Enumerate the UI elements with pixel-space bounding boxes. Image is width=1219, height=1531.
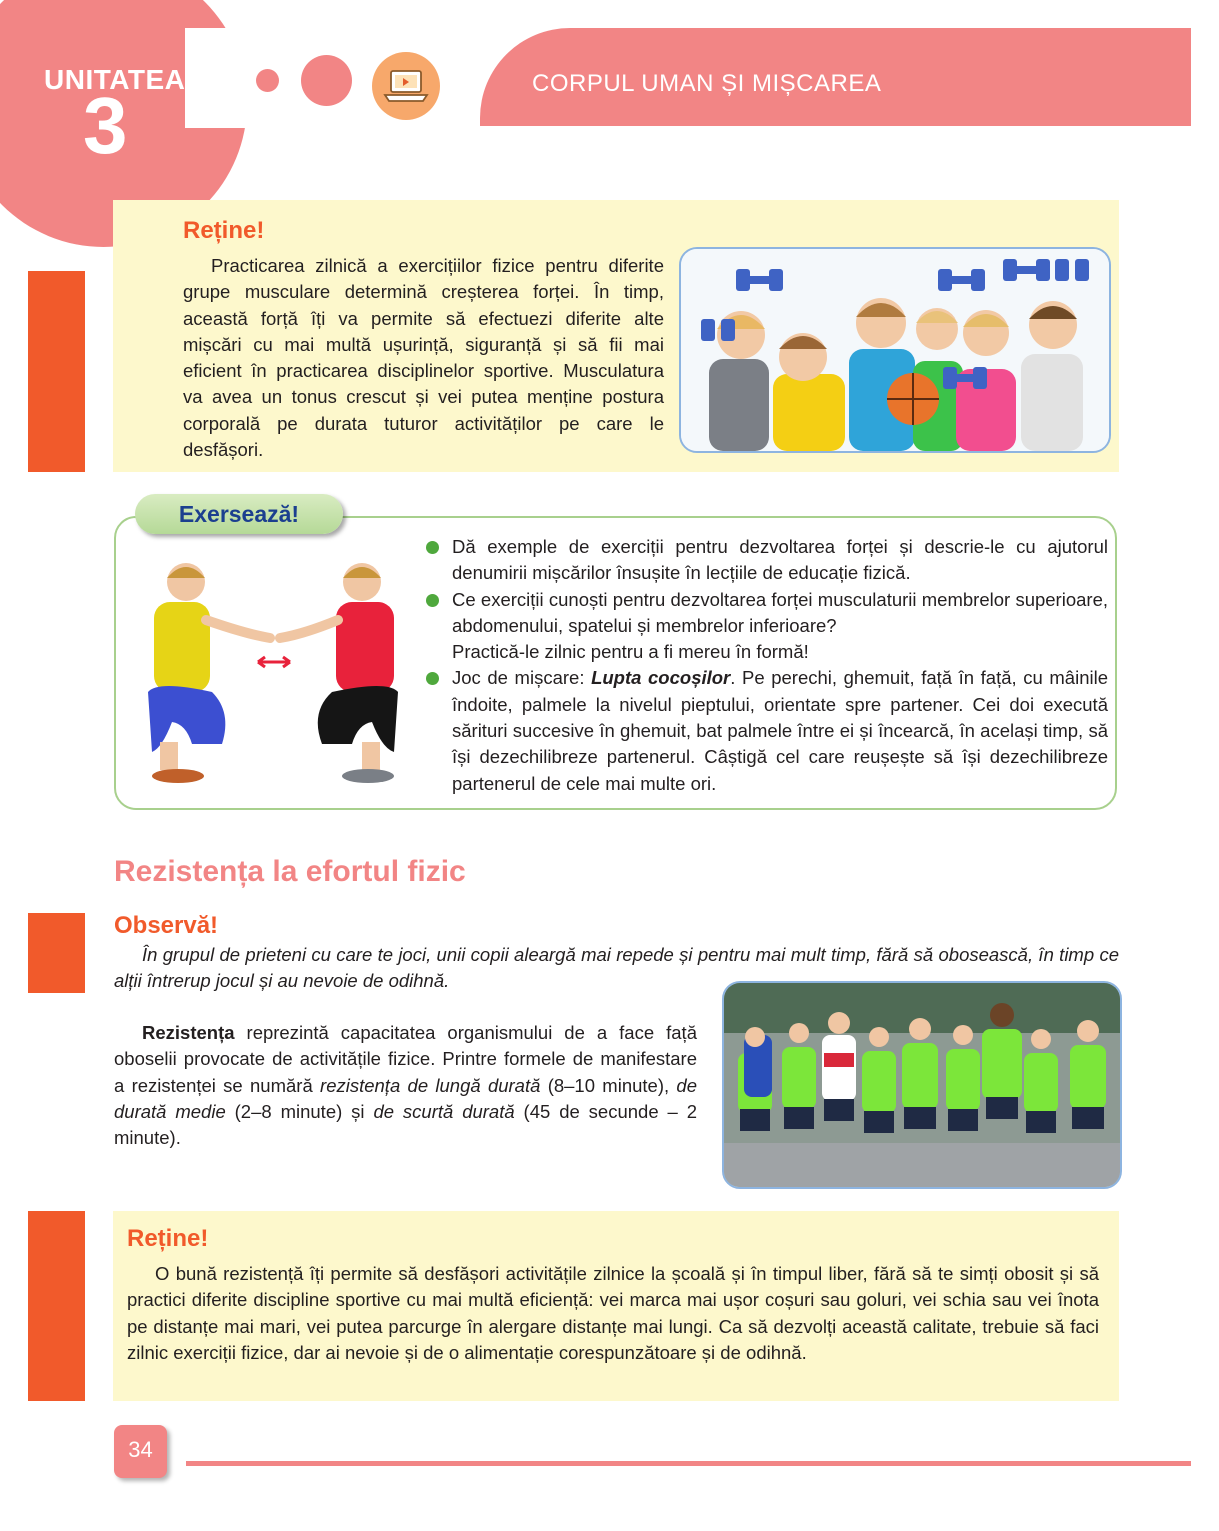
game-description: . Pe perechi, ghemuit, față în față, cu mâinile îndoite, palmele la nivelul pieptului, orientate spre partener. Cei doi execută sărituri succesive în ghemuit, bat palmele între ei și încearcă, în același timp, să își dezechilibreze partenerul. Câștigă cel care reușește să își dezechilibreze partenerul de cele mai multe ori.: [452, 667, 1109, 794]
definition-text-1: reprezintă capacitatea organismului de a face față oboselii provocate de activitățile fizice. Printre formele de manifestare a rezistenței se numără: [114, 1022, 697, 1096]
definition-text-3: (2–8 minute) și: [225, 1100, 374, 1122]
unit-number: 3: [83, 81, 128, 170]
rezistenta-definition: [114, 1020, 697, 1151]
laptop-icon-badge: [372, 52, 440, 120]
list-item: [424, 665, 1108, 796]
definition-term: Rezistența: [142, 1022, 235, 1043]
retine-paragraph-2: O bună rezistență îți permite să desfășori activitățile zilnice la școală și în timpul liber, fără să te simți obosit și să practici diferite discipline sportive cu mai multă eficiență: vei marca mai ușor coșuri sau goluri, vei schia sau vei înota pe distanțe mai mari, vei putea parcurge în alergare distanțe mai lungi. Ca să dezvolți această calitate, trebuie să faci zilnic exerciții fizice, dar ai nevoie și de o alimentație corespunzătoare și de odihnă.: [127, 1263, 1099, 1363]
laptop-icon: [372, 52, 440, 120]
definition-short: de scurtă durată: [373, 1100, 515, 1122]
definition-text-4: (45 de secunde – 2 minute).: [114, 1100, 697, 1149]
retine-heading-1: Reține!: [183, 217, 265, 244]
unit-label: UNITATEA: [44, 64, 186, 95]
squatting-kids-figure: [140, 560, 410, 795]
kids-dumbbells-photo: [679, 247, 1111, 453]
definition-text-2: (8–10 minute),: [540, 1074, 677, 1096]
retine-heading-2: Reține!: [127, 1225, 209, 1252]
kids-running-photo: [722, 981, 1122, 1189]
squatting-kids-illustration: [140, 560, 410, 795]
game-intro: Joc de mișcare:: [452, 667, 592, 689]
retine-text-2: [127, 1261, 1099, 1366]
list-item: Ce exerciții cunoști pentru dezvoltarea forței musculaturii membrelor superioare, abdomenului, spatelui și membrelor inferioare?: [424, 587, 1108, 640]
page-header-title: CORPUL UMAN ȘI MIȘCAREA: [532, 70, 882, 97]
exerseaza-list: [424, 534, 1108, 797]
kids-running-illustration: [724, 983, 1120, 1187]
section-title: Rezistența la efortul fizic: [114, 855, 466, 888]
retine-paragraph-1: Practicarea zilnică a exercițiilor fizice pentru diferite grupe musculare determină creșterea forței. În timp, această forță îți va permite să efectuezi diferite alte mișcări cu mai multă ușurință, siguranță și să fii mai eficient în practicarea disciplinelor sportive. Musculatura va avea un tonus crescut și vei putea menține postura corporală pe durata tuturor activităților pe care le desfășori.: [183, 255, 664, 461]
list-item-continuation: Practică-le zilnic pentru a fi mereu în formă!: [452, 641, 809, 663]
page-number: 34: [128, 1437, 153, 1462]
side-accent-bar-1: [28, 271, 85, 472]
game-name: Lupta cocoșilor: [591, 667, 731, 689]
definition-medium: de durată medie: [114, 1074, 697, 1122]
decor-dot-small: [256, 69, 279, 92]
decor-dot-medium: [301, 55, 352, 106]
side-accent-bar-2: [28, 913, 85, 993]
list-item: Dă exemple de exerciții pentru dezvoltarea forței și descrie-le cu ajutorul denumirii mișcărilor însușite în lecțiile de educație fizică.: [424, 534, 1108, 587]
retine-text-1: [183, 253, 664, 463]
observa-paragraph: În grupul de prieteni cu care te joci, unii copii aleargă mai repede și pentru mai mult timp, fără să obosească, în timp ce alții întrerup jocul și au nevoie de odihnă.: [114, 944, 1119, 992]
definition-long: rezistența de lungă durată: [320, 1074, 541, 1096]
exerseaza-label: Exersează!: [178, 501, 300, 527]
side-accent-bar-3: [28, 1211, 85, 1401]
definition-paragraph: [114, 1020, 697, 1151]
observa-heading: Observă!: [114, 912, 219, 939]
footer-line: [186, 1461, 1191, 1466]
kids-dumbbells-illustration: [681, 249, 1109, 451]
